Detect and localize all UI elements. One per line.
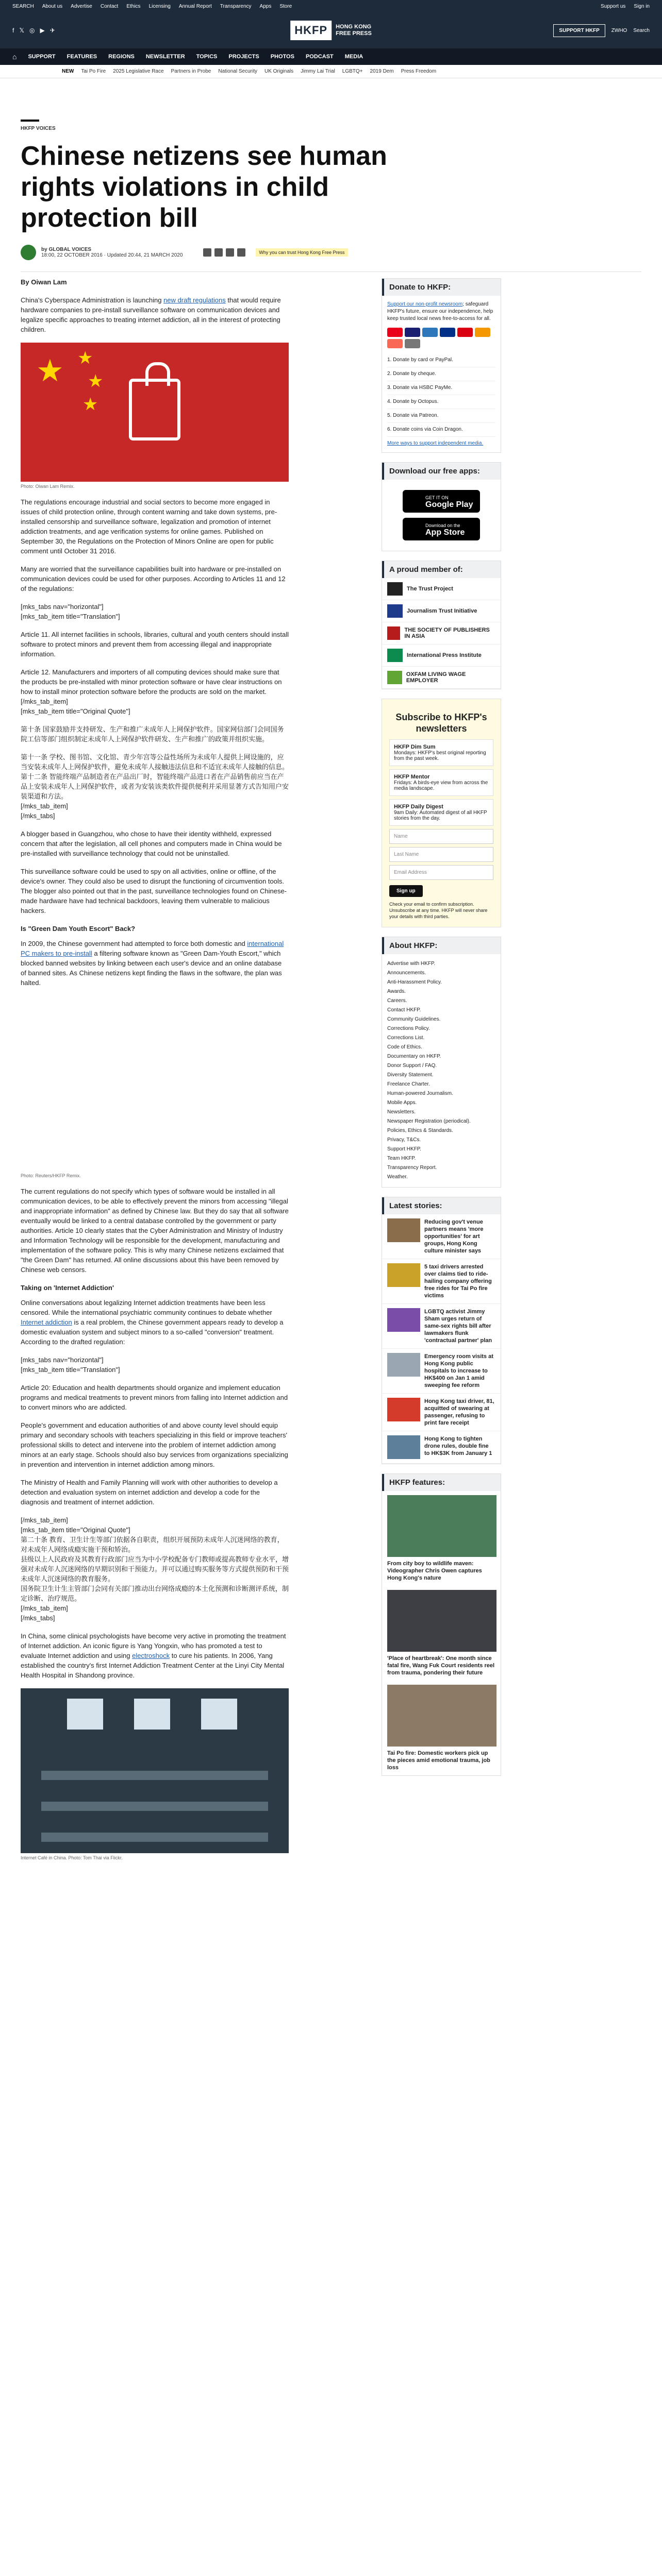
newsletter-name: HKFP Dim Sum xyxy=(394,744,436,750)
text-span: [mks_tab_item title="Original Quote"] xyxy=(21,707,130,715)
trust-project-logo xyxy=(387,582,403,596)
trending-item[interactable]: 2019 Dem xyxy=(370,69,394,74)
text-span: 第十二条 智能终端产品制造者在产品出厂时，智能终端产品进口者在产品销售前应当在产品上安装未成年人上网保护软件，或者为安装该类软件提供便利并采用显著方式告知用户安装渠道和方法。 xyxy=(21,773,289,800)
about-link[interactable]: Transparency Report. xyxy=(387,1165,437,1171)
jti-logo xyxy=(387,604,403,618)
trending-item[interactable]: Press Freedom xyxy=(401,69,437,74)
paragraph: The current regulations do not specify which types of software would be installed in all communication devices, to be able to effectively prevent the minors from accessing "illegal and inappropriate information" as defined by Chinese law. But they do say that all software eventually would be linked to a central database controlled by the government or party authorities. Article 10 clearly states that the Cyber Administration and Ministry of Industry and Information Technology will be responsible for the development, manufacturing and implementation of the software policy. This is why many Chinese netizens exclaimed that "the Green Dam" has returned. All online discussions about this have been removed by Chinese web censors. xyxy=(21,1188,289,1274)
author-name[interactable]: by GLOBAL VOICES xyxy=(41,247,92,252)
newsletter-note: Check your email to confirm subscription. Unsubscribe at any time. HKFP will never share your details with third parties. xyxy=(389,902,488,919)
main-nav xyxy=(0,48,662,65)
utility-bar xyxy=(0,0,662,12)
hero-image xyxy=(21,343,289,482)
language-toggle[interactable]: ZWHO xyxy=(611,27,627,33)
google-play-badge[interactable] xyxy=(403,490,480,513)
text-span: China's Cyberspace Administration is launching xyxy=(21,296,164,304)
membership-box xyxy=(382,561,501,689)
share-email-icon[interactable] xyxy=(237,248,245,257)
electroshock-link[interactable]: electroshock xyxy=(132,1652,170,1659)
desk-row xyxy=(41,1833,268,1842)
text-span: [/mks_tab_item] xyxy=(21,1516,68,1524)
about-link[interactable]: Community Guidelines. xyxy=(387,1016,441,1022)
text-span: 县级以上人民政府及其教育行政部门应当为中小学校配备专门教师或提高教师专业水平，增强对未成年人沉迷网络的早期识别和干预能力。并可以通过购买服务等方式提供预防和干预未成年人沉迷网络的教育服务。 xyxy=(21,1555,289,1583)
newsletter-desc: Fridays: A birds-eye view from across the media landscape. xyxy=(394,780,488,791)
cheque-icon xyxy=(405,339,420,348)
paragraph: A blogger based in Guangzhou, who chose to have their identity withheld, expressed concern that after the legislation, all cell phones and computers made in China would be pre-installed with surveillance technology that could not be uninstalled. xyxy=(21,830,282,857)
ipi-logo xyxy=(387,649,403,662)
site-header xyxy=(0,12,662,48)
features-title: HKFP features: xyxy=(382,1474,501,1491)
story-headline: 5 taxi drivers arrested over claims tied to ride-hailing company offering free rides for Tai Po fire victims xyxy=(424,1264,492,1299)
utility-advertise[interactable]: Advertise xyxy=(71,3,92,9)
utility-ethics[interactable]: Ethics xyxy=(126,3,141,9)
home-icon[interactable]: ⌂ xyxy=(12,53,17,61)
member-label: Journalism Trust Initiative xyxy=(407,608,477,614)
newsletter-option[interactable] xyxy=(389,769,493,796)
share-buttons xyxy=(203,248,245,257)
text-span: [mks_tabs nav="horizontal"] xyxy=(21,603,104,611)
draft-regulations-link[interactable]: new draft regulations xyxy=(163,296,226,304)
member-label: The Trust Project xyxy=(407,586,453,592)
about-link[interactable]: Human-powered Journalism. xyxy=(387,1091,453,1096)
donate-option[interactable]: 5. Donate via Patreon. xyxy=(387,409,495,423)
facebook-icon[interactable]: f xyxy=(12,27,14,34)
paragraph: This surveillance software could be used to spy on all activities, online or offline, of the device's owner. They could also be used to disrupt the functioning of circumvention tools. The blogger also pointed out that in the past, surveillance technologies found on Chinese-made hardware have had technical backdoors, leaving them vulnerable to malicious hackers. xyxy=(21,868,287,914)
share-twitter-icon[interactable] xyxy=(214,248,223,257)
subheading: Is "Green Dam Youth Escort" Back? xyxy=(21,925,136,933)
newsletter-box xyxy=(382,699,501,927)
donate-box xyxy=(382,278,501,453)
story-headline: Emergency room visits at Hong Kong public hospitals to increase to HK$400 on Jan 1 amid sweeping fee reform xyxy=(424,1353,493,1388)
about-list xyxy=(382,954,501,1187)
utility-contact[interactable]: Contact xyxy=(100,3,119,9)
utility-apps[interactable]: Apps xyxy=(259,3,272,9)
story-headline: Hong Kong to tighten drone rules, double fine to HK$3K from January 1 xyxy=(424,1436,492,1456)
donate-option[interactable]: 6. Donate coins via Coin Dragon. xyxy=(387,423,495,437)
newsletter-title: Subscribe to HKFP's newsletters xyxy=(395,712,487,734)
badge-store-name: Google Play xyxy=(425,500,473,509)
paragraph: Article 11. All internet facilities in schools, libraries, cultural and youth centers should install software to protect minors and prevent them from accessing illegal and inappropriate information. xyxy=(21,631,289,658)
site-logo[interactable] xyxy=(290,21,372,40)
text-span: Online conversations about legalizing Internet addiction treatments have been less censored. While the international psychiatric community continues to debate whether xyxy=(21,1299,272,1316)
share-whatsapp-icon[interactable] xyxy=(226,248,234,257)
feature-thumbnail xyxy=(387,1590,496,1652)
donate-intro xyxy=(387,301,495,323)
member-item[interactable] xyxy=(382,645,501,667)
text-span: 国务院卫生计生主管部门会同有关部门推动出台网络成瘾的本土化预测和诊断测评系统，制定诊断、治疗规范。 xyxy=(21,1585,289,1602)
email-input[interactable]: Email Address xyxy=(389,865,493,880)
name-input[interactable]: Name xyxy=(389,829,493,844)
text-span: [/mks_tab_item] xyxy=(21,802,68,810)
text-span: Article 12. Manufacturers and importers of all computing devices should make sure that the products be pre-installed with minor protection software or have clear instructions on how to install minor protection software before the products are sold on the market. xyxy=(21,668,282,696)
latest-title: Latest stories: xyxy=(382,1197,501,1214)
feature-headline: Tai Po fire: Domestic workers pick up the pieces amid emotional trauma, job loss xyxy=(387,1750,490,1771)
about-link[interactable]: Documentary on HKFP. xyxy=(387,1054,441,1059)
paragraph-zh xyxy=(21,752,289,821)
donate-option[interactable]: 1. Donate by card or PayPal. xyxy=(387,353,495,367)
newsletter-desc: Mondays: HKFP's best original reporting from the past week. xyxy=(394,750,486,761)
trending-item[interactable]: UK Originals xyxy=(264,69,294,74)
about-link[interactable]: Weather. xyxy=(387,1174,408,1180)
donate-option[interactable]: 2. Donate by cheque. xyxy=(387,367,495,381)
about-link[interactable]: Awards. xyxy=(387,989,406,994)
donate-option[interactable]: 3. Donate via HSBC PayMe. xyxy=(387,381,495,395)
logo-mark: HKFP xyxy=(290,21,332,40)
story-headline: LGBTQ activist Jimmy Sham urges return of same-sex rights bill after lawmakers flunk 'contractual partner' plan xyxy=(424,1309,492,1344)
internet-addiction-link[interactable]: Internet addiction xyxy=(21,1318,72,1326)
mastercard-icon xyxy=(387,328,403,337)
text-span: [mks_tab_item title="Translation"] xyxy=(21,613,120,620)
app-store-badge[interactable] xyxy=(403,518,480,540)
social-links xyxy=(12,27,55,34)
trending-item[interactable]: 2025 Legislative Race xyxy=(113,69,164,74)
support-newsroom-link[interactable]: Support our non-profit newsroom xyxy=(387,301,463,307)
paragraph: Article 20: Education and health departments should organize and implement education programs and medical treatments to prevent minors from falling into Internet addiction and to convert minors who are addicted. xyxy=(21,1384,288,1411)
twitter-icon[interactable]: 𝕏 xyxy=(19,27,25,34)
paragraph: Many are worried that the surveillance capabilities built into hardware or pre-installed on communication devices could be used for other purposes. According to Articles 11 and 12 of the regulations: xyxy=(21,565,286,592)
story-item[interactable] xyxy=(382,1304,501,1349)
paragraph xyxy=(21,1298,289,1347)
article-date: 18:00, 22 OCTOBER 2016 · Updated 20:44, 21 MARCH 2020 xyxy=(41,252,183,258)
about-link[interactable]: Mobile Apps. xyxy=(387,1100,417,1106)
member-title: A proud member of: xyxy=(382,561,501,578)
story-thumbnail xyxy=(387,1218,420,1242)
article-kicker[interactable]: HKFP VOICES xyxy=(21,126,56,131)
text-span: is a real problem, the Chinese government appears ready to develop a domestic evaluation system and subject minors to a so-called "conversion" treatment. According to the drafted regulation: xyxy=(21,1318,284,1346)
about-link[interactable]: Newsletters. xyxy=(387,1109,416,1115)
trust-link[interactable]: Why you can trust Hong Kong Free Press xyxy=(256,248,347,257)
text-span: that would require hardware companies to pre-install surveillance software on communication devices and legalize specific approaches to treating internet addiction, all in the interest of protecting children. xyxy=(21,296,281,333)
signup-button[interactable]: Sign up xyxy=(389,885,423,897)
text-span: [/mks_tab_item] xyxy=(21,1604,68,1612)
text-span: [mks_tab_item title="Translation"] xyxy=(21,1366,120,1374)
about-link[interactable]: Advertise with HKFP. xyxy=(387,961,436,967)
story-headline: Hong Kong taxi driver, 81, acquitted of swearing at passenger, refusing to print fare receipt xyxy=(424,1398,494,1426)
star-icon: ★ xyxy=(36,353,64,388)
nav-support[interactable]: SUPPORT xyxy=(28,54,56,60)
image-caption: Internet Café in China. Photo: Tom Thai via Flickr. xyxy=(21,1855,123,1860)
star-icon: ★ xyxy=(88,371,104,391)
member-label: OXFAM LIVING WAGE EMPLOYER xyxy=(406,671,466,684)
paragraph xyxy=(21,295,289,334)
sidebar xyxy=(382,278,501,1785)
story-thumbnail xyxy=(387,1353,420,1377)
utility-support[interactable]: Support us xyxy=(601,3,626,9)
about-box xyxy=(382,937,501,1188)
article-body xyxy=(21,278,289,1869)
story-item[interactable] xyxy=(382,1431,501,1464)
subheading: Taking on 'Internet Addiction' xyxy=(21,1284,114,1292)
lock-icon xyxy=(129,379,180,440)
text-span: [/mks_tab_item] xyxy=(21,698,68,705)
trending-item[interactable]: LGBTQ+ xyxy=(342,69,363,74)
about-link[interactable]: Newspaper Registration (periodical). xyxy=(387,1118,471,1124)
logo-text-line1: HONG KONG xyxy=(336,24,372,30)
text-span: [mks_tabs nav="horizontal"] xyxy=(21,1356,104,1364)
about-link[interactable]: Announcements. xyxy=(387,970,426,976)
article-meta xyxy=(21,245,641,260)
nav-photos[interactable]: PHOTOS xyxy=(270,54,294,60)
trending-item[interactable]: Jimmy Lai Trial xyxy=(301,69,335,74)
about-link[interactable]: Policies, Ethics & Standards. xyxy=(387,1128,453,1133)
youtube-icon[interactable]: ▶ xyxy=(40,27,45,34)
telegram-icon[interactable]: ✈ xyxy=(49,27,55,34)
star-icon: ★ xyxy=(77,348,93,368)
amex-icon xyxy=(422,328,438,337)
story-thumbnail xyxy=(387,1308,420,1332)
member-label: THE SOCIETY OF PUBLISHERS IN ASIA xyxy=(404,627,490,639)
nav-podcast[interactable]: PODCAST xyxy=(305,54,334,60)
nav-projects[interactable]: PROJECTS xyxy=(228,54,259,60)
paypal-icon xyxy=(440,328,455,337)
feature-item[interactable] xyxy=(382,1681,501,1775)
oxfam-logo xyxy=(387,671,402,684)
byline: By Oiwan Lam xyxy=(21,278,67,286)
image-caption: Photo: Reuters/HKFP Remix. xyxy=(21,1173,81,1178)
apps-title: Download our free apps: xyxy=(382,463,501,480)
utility-about[interactable]: About us xyxy=(42,3,63,9)
feature-headline: From city boy to wildlife maven: Videographer Chris Owen captures Hong Kong's nature xyxy=(387,1561,482,1581)
article-image xyxy=(21,996,289,1171)
trending-item[interactable]: National Security xyxy=(218,69,257,74)
window-shape xyxy=(67,1699,103,1730)
member-item[interactable] xyxy=(382,622,501,645)
payment-methods xyxy=(387,328,495,348)
trending-item[interactable]: Tai Po Fire xyxy=(81,69,106,74)
badge-small-text: GET IT ON xyxy=(425,495,449,500)
last-name-input[interactable]: Last Name xyxy=(389,847,493,862)
paragraph-zh xyxy=(21,1515,289,1623)
story-thumbnail xyxy=(387,1435,420,1459)
donate-option[interactable]: 4. Donate by Octopus. xyxy=(387,395,495,409)
more-ways-link[interactable]: More ways to support independent media. xyxy=(387,440,484,446)
window-shape xyxy=(134,1699,170,1730)
text-span: [/mks_tabs] xyxy=(21,812,55,820)
author-block xyxy=(41,247,183,258)
member-item[interactable] xyxy=(382,578,501,600)
text-span: to cure his patients. In 2006, Yang established the country's first Internet Addiction Treatment Center at the Linyi City Mental Health Hospital in Shandong province. xyxy=(21,1652,285,1679)
member-item[interactable] xyxy=(382,600,501,622)
kicker-rule xyxy=(21,120,39,122)
about-link[interactable]: Diversity Statement. xyxy=(387,1072,434,1078)
feature-thumbnail xyxy=(387,1495,496,1557)
nav-newsletter[interactable]: NEWSLETTER xyxy=(145,54,185,60)
trending-bar xyxy=(0,65,662,78)
about-link[interactable]: Careers. xyxy=(387,998,407,1004)
shortcode xyxy=(21,1355,289,1375)
newsletter-desc: 9am Daily: Automated digest of all HKFP stories from the day. xyxy=(394,810,487,821)
story-thumbnail xyxy=(387,1263,420,1287)
story-item[interactable] xyxy=(382,1394,501,1431)
sopa-logo xyxy=(387,626,400,640)
about-link[interactable]: Contact HKFP. xyxy=(387,1007,421,1013)
about-title: About HKFP: xyxy=(382,937,501,954)
trending-item[interactable]: Partners in Probe xyxy=(171,69,211,74)
about-link[interactable]: Freelance Charter. xyxy=(387,1081,430,1087)
story-item[interactable] xyxy=(382,1214,501,1259)
patreon-icon xyxy=(387,339,403,348)
utility-search[interactable]: SEARCH xyxy=(12,3,34,9)
paragraph: The regulations encourage industrial and social sectors to become more engaged in issues of child protection online, through content warning and take down systems, pre-installed censorship and surveillance software, legalization and promotion of internet addiction treatments, and age verification systems for online games. Published on September 30, the Regulations on the Protection of Minors Online are open for public comment until October 31 2016. xyxy=(21,498,277,555)
paragraph xyxy=(21,939,289,988)
features-box xyxy=(382,1473,501,1776)
author-avatar xyxy=(21,245,36,260)
utility-signin[interactable]: Sign in xyxy=(634,3,650,9)
feature-item[interactable] xyxy=(382,1491,501,1586)
article-title: Chinese netizens see human rights violations in child protection bill xyxy=(21,141,387,233)
nav-topics[interactable]: TOPICS xyxy=(196,54,218,60)
about-link[interactable]: Corrections List. xyxy=(387,1035,425,1041)
newsletter-option[interactable] xyxy=(389,739,493,766)
story-item[interactable] xyxy=(382,1349,501,1394)
newsletter-name: HKFP Daily Digest xyxy=(394,804,443,810)
about-link[interactable]: Corrections Policy. xyxy=(387,1026,430,1031)
share-facebook-icon[interactable] xyxy=(203,248,211,257)
desk-row xyxy=(41,1802,268,1811)
text-span: In 2009, the Chinese government had attempted to force both domestic and xyxy=(21,940,247,947)
feature-headline: 'Place of heartbreak': One month since fatal fire, Wang Fuk Court residents reel from trauma, pondering their future xyxy=(387,1655,495,1676)
logo-text xyxy=(336,24,372,37)
story-thumbnail xyxy=(387,1398,420,1421)
text-span: In China, some clinical psychologists have become very active in promoting the treatment of Internet addiction. An iconic figure is Yang Yongxin, who has promoted a test to evaluate Internet addiction and using xyxy=(21,1632,286,1659)
about-link[interactable]: Privacy, T&Cs. xyxy=(387,1137,421,1143)
paragraph xyxy=(21,1631,289,1680)
story-item[interactable] xyxy=(382,1259,501,1304)
utility-store[interactable]: Store xyxy=(279,3,292,9)
apps-box xyxy=(382,462,501,551)
desk-row xyxy=(41,1771,268,1780)
donate-title: Donate to HKFP: xyxy=(382,279,501,296)
logo-text-line2: FREE PRESS xyxy=(336,30,372,37)
payme-icon xyxy=(457,328,473,337)
utility-annual-report[interactable]: Annual Report xyxy=(178,3,212,9)
internet-cafe-photo xyxy=(21,1688,289,1853)
about-link[interactable]: Anti-Harassment Policy. xyxy=(387,979,442,985)
support-button[interactable]: SUPPORT HKFP xyxy=(553,24,605,37)
member-item[interactable] xyxy=(382,667,501,689)
text-span: [mks_tab_item title="Original Quote"] xyxy=(21,1526,130,1534)
shortcode xyxy=(21,602,289,621)
badge-small-text: Download on the xyxy=(425,523,460,528)
nav-features[interactable]: FEATURES xyxy=(67,54,97,60)
about-link[interactable]: Donor Support / FAQ. xyxy=(387,1063,437,1069)
image-caption: Photo: Oiwan Lam Remix. xyxy=(21,484,75,489)
member-label: International Press Institute xyxy=(407,652,482,658)
latest-stories-box xyxy=(382,1197,501,1464)
nav-media[interactable]: MEDIA xyxy=(344,54,363,60)
header-search[interactable]: Search xyxy=(633,27,650,33)
window-shape xyxy=(201,1699,237,1730)
pc-makers-link[interactable]: international PC makers to pre-install xyxy=(21,940,284,957)
donate-list xyxy=(387,353,495,437)
paragraph xyxy=(21,667,289,716)
octopus-icon xyxy=(475,328,490,337)
paragraph-zh: 第十条 国家鼓励并支持研发、生产和推广未成年人上网保护软件。国家网信部门会同国务院工信等部门组织制定未成年人上网保护软件研发、生产和推广的政策并组织实施。 xyxy=(21,725,284,743)
about-link[interactable]: Code of Ethics. xyxy=(387,1044,422,1050)
text-span: a filtering software known as "Green Dam-Youth Escort," which blocked banned websites by linking between each user's device and an online database of banned sites. As Chinese netizens kept finding the flaws in the software, the plan was halted. xyxy=(21,950,282,987)
feature-thumbnail xyxy=(387,1685,496,1747)
newsletter-name: HKFP Mentor xyxy=(394,774,430,780)
utility-transparency[interactable]: Transparency xyxy=(220,3,252,9)
paragraph: The Ministry of Health and Family Planning will work with other authorities to develop a detection and evaluation system on internet addiction and develop a code for the diagnosis and treatment of internet addiction. xyxy=(21,1479,278,1506)
trending-new-label: NEW xyxy=(62,69,74,74)
story-headline: Reducing gov't venue partners means 'more opportunities' for art groups, Hong Kong culture minister says xyxy=(424,1219,484,1254)
nav-regions[interactable]: REGIONS xyxy=(108,54,135,60)
paragraph: People's government and education authorities of and above county level should equip primary and secondary schools with teachers specializing in this field or improve teachers' professional skills to detect and intervene into the problem of internet addiction among minors at an early stage. Schools should also buy services from organizations specializing in prevention and intervention in internet addiction among minors. xyxy=(21,1421,288,1468)
newsletter-option[interactable] xyxy=(389,799,493,826)
donate-text: ; safeguard HKFP's future, ensure our independence, help keep trusted local news free-to-access for all. xyxy=(387,301,493,321)
text-span: [/mks_tabs] xyxy=(21,1614,55,1622)
instagram-icon[interactable]: ◎ xyxy=(29,27,35,34)
about-link[interactable]: Team HKFP. xyxy=(387,1156,416,1161)
star-icon: ★ xyxy=(82,395,98,414)
visa-icon xyxy=(405,328,420,337)
utility-licensing[interactable]: Licensing xyxy=(148,3,171,9)
about-link[interactable]: Support HKFP. xyxy=(387,1146,421,1152)
feature-item[interactable] xyxy=(382,1586,501,1681)
text-span: 第十一条 学校、图书馆、文化馆、青少年宫等公益性场所为未成年人提供上网设施的，应当安装未成年人上网保护软件，避免未成年人接触违法信息和不适宜未成年人接触的信息。 xyxy=(21,753,289,771)
badge-store-name: App Store xyxy=(425,528,465,537)
text-span: 第二十条 教育、卫生计生等部门依据各自职责，组织开展预防未成年人沉迷网络的教育，对未成年人网络成瘾实施干预和矫治。 xyxy=(21,1536,284,1553)
